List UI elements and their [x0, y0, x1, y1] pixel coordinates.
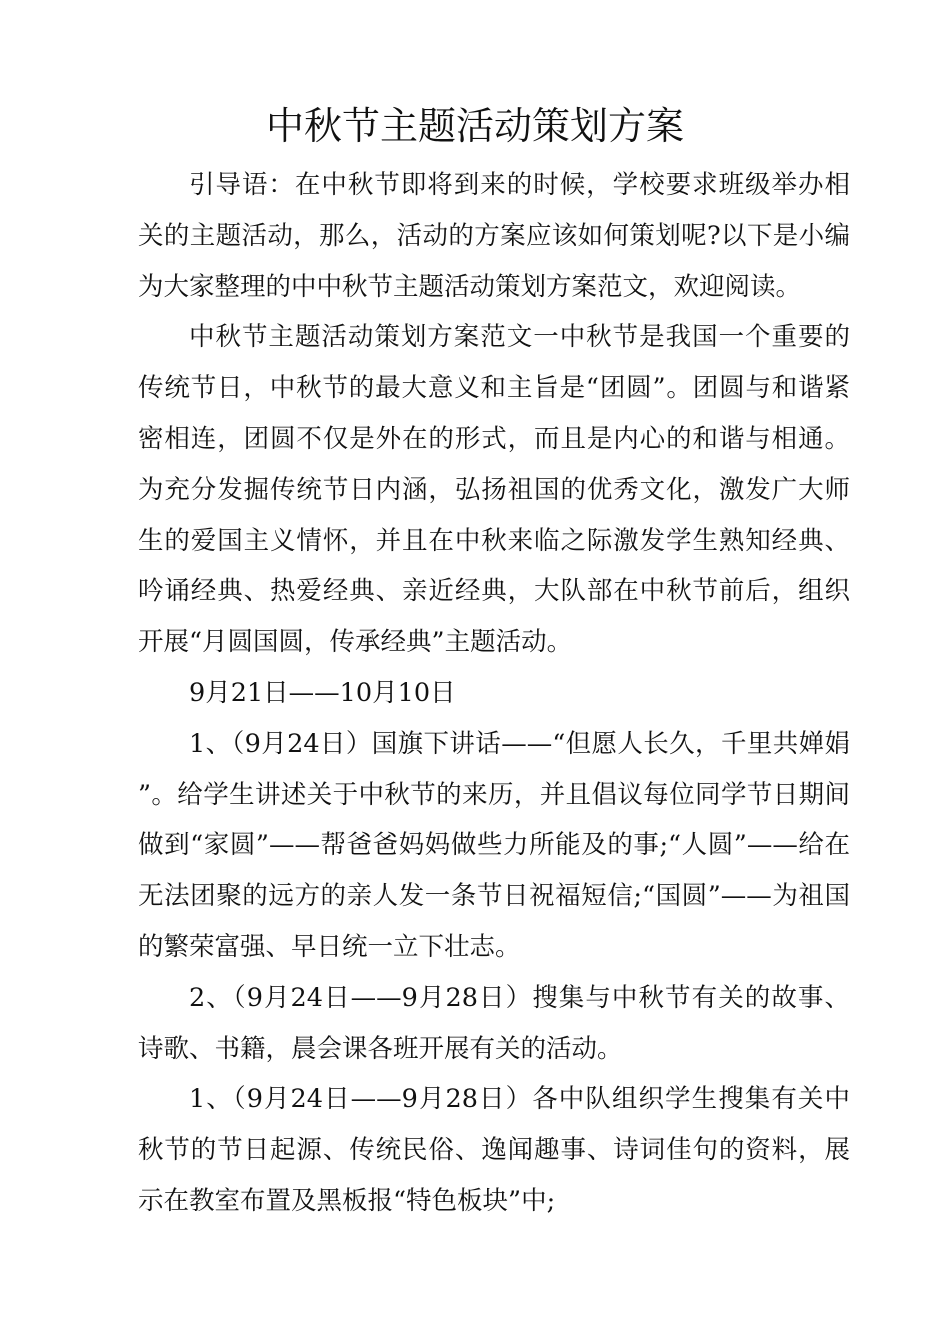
- paragraph-intro: 引导语：在中秋节即将到来的时候，学校要求班级举办相关的主题活动，那么，活动的方案应该如何策划呢?以下是小编为大家整理的中中秋节主题活动策划方案范文，欢迎阅读。: [138, 170, 850, 302]
- document-title: 中秋节主题活动策划方案: [265, 104, 684, 148]
- document-body: [138, 160, 850, 1227]
- paragraph-item-flag-speech: 1、（9月24日）国旗下讲话——“但愿人长久，千里共婵娟”。给学生讲述关于中秋节的来历，并且倡议每位同学节日期间做到“家圆”——帮爸爸妈妈做些力所能及的事;“人圆”——给在无法团聚的远方的亲人发一条节日祝福短信;“国圆”——为祖国的繁荣富强、早日统一立下壮志。: [138, 728, 850, 962]
- paragraph-item-collect: 2、（9月24日——9月28日）搜集与中秋节有关的故事、诗歌、书籍，晨会课各班开展有关的活动。: [138, 982, 850, 1064]
- paragraph-background: 中秋节主题活动策划方案范文一中秋节是我国一个重要的传统节日，中秋节的最大意义和主旨是“团圆”。团圆与和谐紧密相连，团圆不仅是外在的形式，而且是内心的和谐与相通。为充分发掘传统节日内涵，弘扬祖国的优秀文化，激发广大师生的爱国主义情怀，并且在中秋来临之际激发学生熟知经典、吟诵经典、热爱经典、亲近经典，大队部在中秋节前后，组织开展“月圆国圆，传承经典”主题活动。: [138, 322, 850, 658]
- paragraph-item-display: 1、（9月24日——9月28日）各中队组织学生搜集有关中秋节的节日起源、传统民俗、逸闻趣事、诗词佳句的资料，展示在教室布置及黑板报“特色板块”中;: [138, 1084, 850, 1216]
- paragraph-date-range: 9月21日——10月10日: [189, 677, 456, 708]
